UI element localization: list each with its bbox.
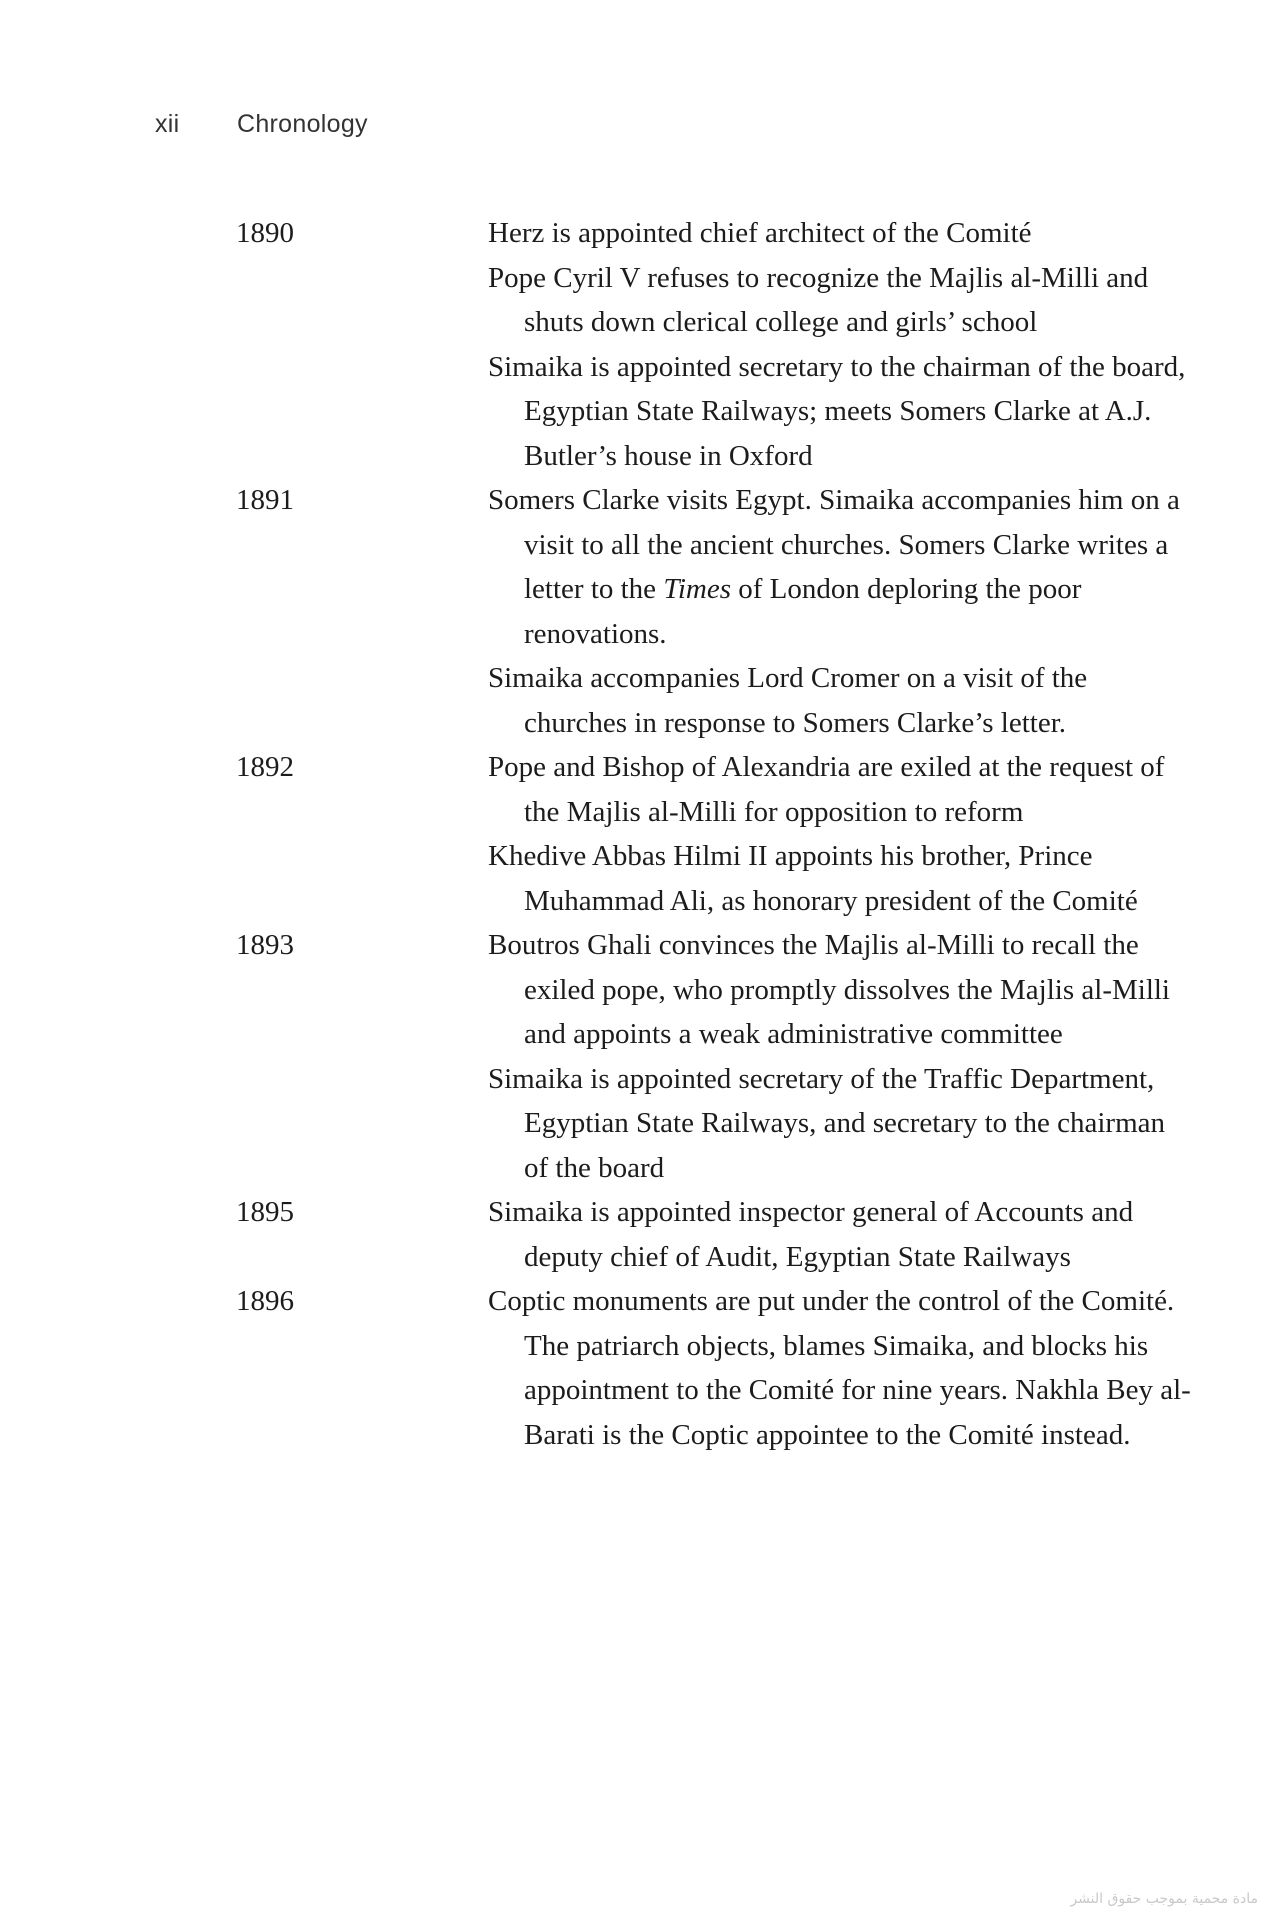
chronology-entry: Simaika is appointed inspector general of Accounts and deputy chief of Audit, Egyptian State Railways <box>488 1196 1134 1273</box>
chronology-list <box>236 211 1196 1457</box>
entry-text: Somers Clarke visits Egypt. Simaika accompanies him on a visit to all the ancient churches. Somers Clarke writes a letter to the <box>488 484 1180 605</box>
copyright-watermark: مادة محمية بموجب حقوق النشر <box>1070 1891 1258 1907</box>
year-entries <box>488 1279 1196 1457</box>
year-label: 1892 <box>236 751 294 783</box>
chronology-entry: Coptic monuments are put under the control of the Comité. The patriarch objects, blames Simaika, and blocks his appointment to the Comité for nine years. Nakhla Bey al-Barati is the Coptic appointee to the Comité instead. <box>488 1285 1191 1451</box>
entry-text: of London deploring the poor renovations. <box>524 573 1082 650</box>
year-label: 1891 <box>236 484 294 516</box>
page-number: xii <box>155 110 180 138</box>
year-label: 1890 <box>236 217 294 249</box>
chronology-entry: Pope and Bishop of Alexandria are exiled at the request of the Majlis al-Milli for opposition to reform <box>488 751 1165 828</box>
year-entries <box>488 478 1196 745</box>
year-block-1895 <box>236 1190 1196 1279</box>
year-block-1892 <box>236 745 1196 923</box>
year-label: 1893 <box>236 929 294 961</box>
year-block-1890 <box>236 211 1196 478</box>
chronology-entry: Boutros Ghali convinces the Majlis al-Milli to recall the exiled pope, who promptly dissolves the Majlis al-Milli and appoints a weak administrative committee <box>488 929 1170 1050</box>
chronology-entry: Khedive Abbas Hilmi II appoints his brother, Prince Muhammad Ali, as honorary president of the Comité <box>488 840 1138 917</box>
running-title: Chronology <box>237 110 368 138</box>
year-entries <box>488 923 1196 1190</box>
chronology-entry <box>488 478 1196 656</box>
running-head <box>155 110 368 139</box>
year-label: 1896 <box>236 1285 294 1317</box>
chronology-entry: Simaika is appointed secretary of the Traffic Department, Egyptian State Railways, and secretary to the chairman of the board <box>488 1062 1166 1184</box>
chronology-entry: Simaika accompanies Lord Cromer on a visit of the churches in response to Somers Clarke’s letter. <box>488 662 1088 739</box>
chronology-entry: Simaika is appointed secretary to the chairman of the board, Egyptian State Railways; meets Somers Clarke at A.J. Butler’s house in Oxford <box>488 350 1186 472</box>
chronology-entry: Pope Cyril V refuses to recognize the Majlis al-Milli and shuts down clerical college and girls’ school <box>488 261 1149 338</box>
year-entries <box>488 745 1196 923</box>
year-entries <box>488 1190 1196 1279</box>
year-label: 1895 <box>236 1196 294 1228</box>
year-block-1891 <box>236 478 1196 745</box>
year-block-1896 <box>236 1279 1196 1457</box>
newspaper-title: Times <box>663 573 731 605</box>
year-block-1893 <box>236 923 1196 1190</box>
chronology-entry: Herz is appointed chief architect of the Comité <box>488 217 1032 249</box>
year-entries <box>488 211 1196 478</box>
